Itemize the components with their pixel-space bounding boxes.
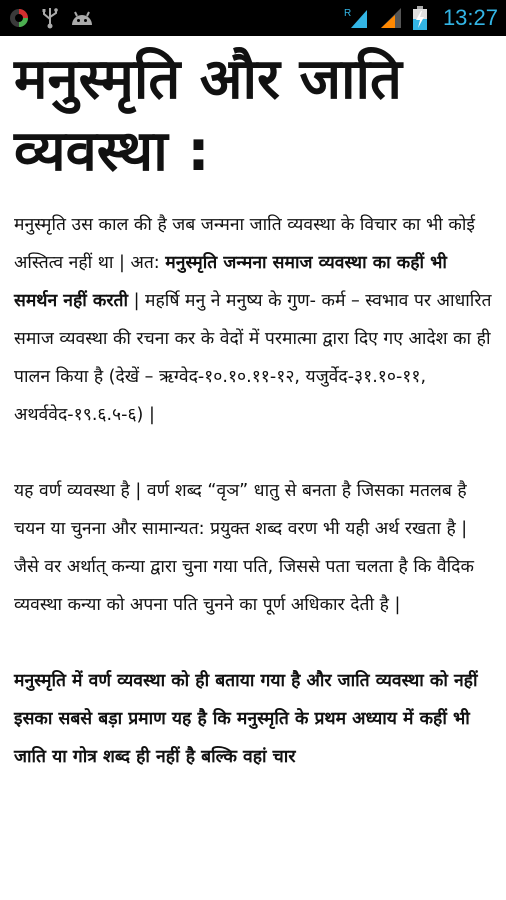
signal-icon (379, 6, 403, 30)
app-notification-icon (8, 7, 30, 29)
battery-charging-icon (413, 6, 427, 30)
paragraph-1-text-a: मनुस्मृति उस काल की है जब जन्मना जाति व्यवस्था के विचार का भी कोई अस्तित्व नहीं था | अत: (14, 215, 475, 273)
paragraph-1-bold-text: मनुस्मृति जन्मना समाज व्यवस्था का कहीं भी समर्थन नहीं करती (14, 253, 447, 311)
paragraph-spacer (14, 434, 492, 472)
status-bar-left (8, 7, 94, 29)
paragraph-spacer (14, 624, 492, 662)
article-paragraph-2: यह वर्ण व्यवस्था है | वर्ण शब्द “वृञ” धातु से बनता है जिसका मतलब है चयन या चुनना और सामान्यत: प्रयुक्त शब्द वरण भी यही अर्थ रखता है | जैसे वर अर्थात् कन्या द्वारा चुना गया पति, जिससे पता चलता है कि वैदिक व्यवस्था कन्या को अपना पति चुनने का पूर्ण अधिकार देती है | (14, 481, 474, 615)
clock-time: 13:27 (442, 5, 498, 30)
article-paragraph-3 (14, 662, 492, 776)
usb-icon (40, 7, 60, 29)
status-bar (0, 0, 506, 36)
paragraph-1-text-c: | महर्षि मनु ने मनुष्य के गुण- कर्म – स्वभाव पर आधारित समाज व्यवस्था की रचना कर के वेदों में परमात्मा द्वारा दिए गए आदेश का ही पालन किया है (देखें – ऋग्वेद-१०.१०.११-१२, यजुर्वेद-३१.१०-११, अथर्ववेद-१९.६.५-६) | (14, 291, 492, 425)
article-title: मनुस्मृति और जाति व्यवस्था : (14, 47, 402, 184)
svg-text:R: R (343, 8, 352, 19)
article-content (0, 44, 506, 776)
signal-roaming-icon (343, 6, 369, 30)
status-bar-right (343, 5, 498, 31)
android-debug-icon (70, 9, 94, 27)
paragraph-3-bold-text: मनुस्मृति में वर्ण व्यवस्था को ही बताया गया है और जाति व्यवस्था को नहीं इसका सबसे बड़ा प्रमाण यह है कि मनुस्मृति के प्रथम अध्याय में कहीं भी जाति या गोत्र शब्द ही नहीं है बल्कि वहां चार (14, 671, 478, 767)
article-paragraph-1 (14, 206, 492, 434)
